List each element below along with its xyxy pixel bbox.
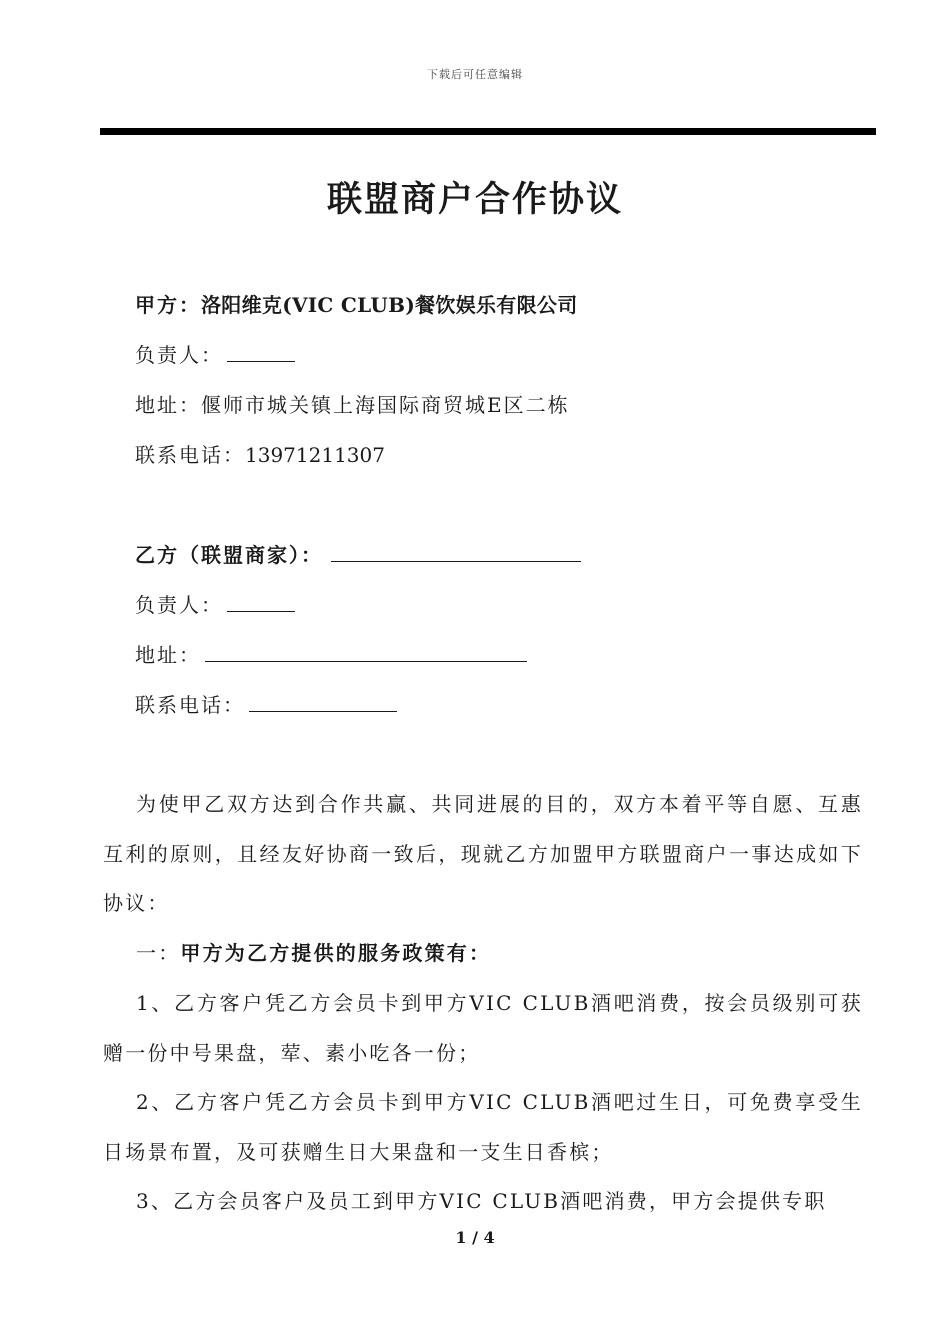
party-a-manager-line: [135, 341, 295, 369]
party-b-address-label: 地址：: [135, 643, 201, 667]
list-item-3: 3、乙方会员客户及员工到甲方VIC CLUB酒吧消费，甲方会提供专职: [136, 1189, 827, 1213]
party-a-phone-label: 联系电话：: [135, 443, 245, 467]
party-a-phone-line: [135, 441, 385, 469]
party-b-manager-label: 负责人：: [135, 593, 223, 617]
header-rule: [100, 128, 876, 135]
party-a-line: [135, 291, 578, 319]
page-number: 1 / 4: [455, 1228, 495, 1247]
document-title: 联盟商户合作协议: [326, 179, 623, 220]
party-b-phone-line: [135, 691, 397, 719]
party-b-line: [135, 541, 581, 569]
section-1-title: 甲方为乙方提供的服务政策有：: [180, 941, 492, 965]
section-1-heading: [103, 929, 863, 979]
party-a-address-label: 地址：: [135, 393, 201, 417]
party-a-phone: 13971211307: [245, 443, 385, 467]
party-b-address-blank: [205, 641, 527, 662]
party-b-phone-blank: [249, 691, 397, 712]
party-b-address-line: [135, 641, 527, 669]
party-b-label: 乙方（联盟商家）：: [135, 543, 323, 567]
party-a-name: 洛阳维克(VIC CLUB)餐饮娱乐有限公司: [201, 293, 578, 317]
party-b-phone-label: 联系电话：: [135, 693, 245, 717]
party-a-address-line: [135, 391, 570, 419]
party-a-label: 甲方：: [135, 293, 201, 317]
list-item-1: 1、乙方客户凭乙方会员卡到甲方VIC CLUB酒吧消费，按会员级别可获赠一份中号果盘，荤、素小吃各一份；: [103, 991, 863, 1065]
party-b-manager-line: [135, 591, 295, 619]
list-item-2: 2、乙方客户凭乙方会员卡到甲方VIC CLUB酒吧过生日，可免费享受生日场景布置，及可获赠生日大果盘和一支生日香槟；: [103, 1090, 863, 1164]
party-b-name-blank: [331, 541, 581, 562]
party-a-manager-label: 负责人：: [135, 343, 223, 367]
header-note: 下载后可任意编辑: [427, 68, 523, 81]
party-a-manager-blank: [227, 341, 295, 362]
party-a-address: 偃师市城关镇上海国际商贸城E区二栋: [201, 393, 570, 417]
intro-paragraph: 为使甲乙双方达到合作共赢、共同进展的目的，双方本着平等自愿、互惠互利的原则，且经友好协商一致后，现就乙方加盟甲方联盟商户一事达成如下协议：: [103, 792, 863, 915]
party-b-manager-blank: [227, 591, 295, 612]
section-1-number: 一：: [136, 941, 181, 965]
